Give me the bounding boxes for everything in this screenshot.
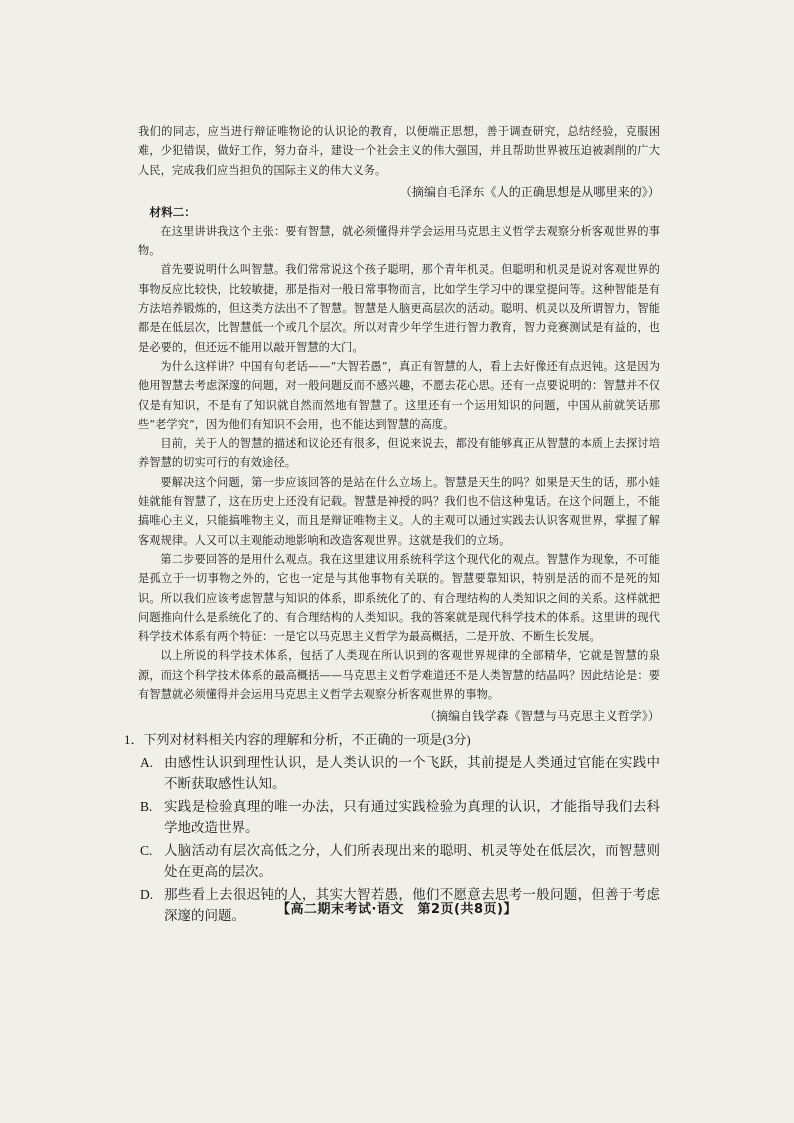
- material2-paragraph: 为什么这样讲？中国有句老话——“大智若愚”，真正有智慧的人，看上去好像还有点迟钝。这是因为他用智慧去考虑深邃的问题，对一般问题反而不感兴趣，不愿去花心思。还有一点要说明的：智慧并不仅仅是有知识，不是有了知识就自然而然地有智慧了。这里还有一个运用知识的问题，中国从前就笑话那些“老学究”，因为他们有知识不会用，也不能达到智慧的高度。: [138, 359, 660, 431]
- material2-paragraph: 第二步要回答的是用什么观点。我在这里建议用系统科学这个现代化的观点。智慧作为现象，不可能是孤立于一切事物之外的，它也一定是与其他事物有关联的。智慧要靠知识，特别是活的而不是死的知识。所以我们应该考虑智慧与知识的体系，即系统化了的、有合理结构的人类知识之间的关系。这样就把问题推向什么是系统化了的、有合理结构的人类知识。我的答案就是现代科学技术的体系。这里讲的现代科学技术体系有两个特征：一是它以马克思主义哲学为最高概括，二是开放、不断生长发展。: [138, 552, 660, 644]
- material2-paragraph: 目前，关于人的智慧的描述和议论还有很多，但说来说去，都没有能够真正从智慧的本质上去探讨培养智慧的切实可行的有效途径。: [138, 437, 660, 470]
- option-letter: D.: [140, 887, 154, 903]
- citation-qian: （摘编自钱学森《智慧与马克思主义哲学》）: [423, 709, 660, 724]
- citation-mao: （摘编自毛泽东《人的正确思想是从哪里来的》）: [399, 184, 660, 199]
- option-text: 人脑活动有层次高低之分，人们所表现出来的聪明、机灵等处在低层次，而智慧则处在更高的层次。: [164, 843, 660, 880]
- question-stem: 1．下列对材料相关内容的理解和分析，不正确的一项是(3分): [124, 732, 471, 748]
- option-b: [138, 796, 660, 838]
- option-text: 那些看上去很迟钝的人，其实大智若愚，他们不愿意去思考一般问题，但善于考虑深邃的问题。: [164, 887, 660, 924]
- option-letter: B.: [140, 799, 153, 815]
- page-footer: 【高二期末考试·语文 第2页(共8页)】: [277, 902, 517, 917]
- option-text: 由感性认识到理性认识，是人类认识的一个飞跃，其前提是人类通过官能在实践中不断获取感性认知。: [164, 755, 660, 792]
- option-text: 实践是检验真理的唯一办法，只有通过实践检验为真理的认识，才能指导我们去科学地改造世界。: [164, 799, 660, 836]
- material2-title: 材料二：: [149, 204, 196, 219]
- option-a: [138, 752, 660, 794]
- material2-paragraph: 首先要说明什么叫智慧。我们常常说这个孩子聪明，那个青年机灵。但聪明和机灵是说对客观世界的事物反应比较快，比较敏捷，那是指对一般日常事物而言，比如学生学习中的课堂提问等。这种智能是有方法培养锻炼的，但这类方法出不了智慧。智慧是人脑更高层次的活动。聪明、机灵以及所谓智力，智能都是在低层次，比智慧低一个或几个层次。所以对青少年学生进行智力教育，智力竞赛测试是有益的，也是必要的，但还远不能用以敲开智慧的大门。: [138, 263, 660, 354]
- question-1: [124, 730, 660, 926]
- option-letter: A.: [140, 755, 154, 771]
- option-letter: C.: [140, 843, 153, 859]
- material2-paragraph: 要解决这个问题，第一步应该回答的是站在什么立场上。智慧是天生的吗？如果是天生的话，那小娃娃就能有智慧了，这在历史上还没有记载。智慧是神授的吗？我们也不信这种鬼话。在这个问题上，不能搞唯心主义，只能搞唯物主义，而且是辩证唯物主义。人的主观可以通过实践去认识客观世界，掌握了解客观规律。人又可以主观能动地影响和改造客观世界。这就是我们的立场。: [138, 475, 660, 547]
- material2-paragraph: 以上所说的科学技术体系，包括了人类现在所认识到的客观世界规律的全部精华，它就是智慧的泉源，而这个科学技术体系的最高概括——马克思主义哲学难道还不是人类智慧的结晶吗？因此结论是：要有智慧就必须懂得并会运用马克思主义哲学去观察分析客观世界的事物。: [138, 649, 660, 702]
- page-content: [124, 122, 660, 926]
- material2-paragraph: 在这里讲讲我这个主张：要有智慧，就必须懂得并学会运用马克思主义哲学去观察分析客观世界的事物。: [138, 224, 660, 258]
- material1-tail-paragraph: 我们的同志，应当进行辩证唯物论的认识论的教育，以便端正思想，善于调查研究，总结经验，克服困难，少犯错误，做好工作，努力奋斗，建设一个社会主义的伟大强国，并且帮助世界被压迫被剥削的广大人民，完成我们应当担负的国际主义的伟大义务。: [138, 125, 660, 177]
- option-c: [138, 840, 660, 882]
